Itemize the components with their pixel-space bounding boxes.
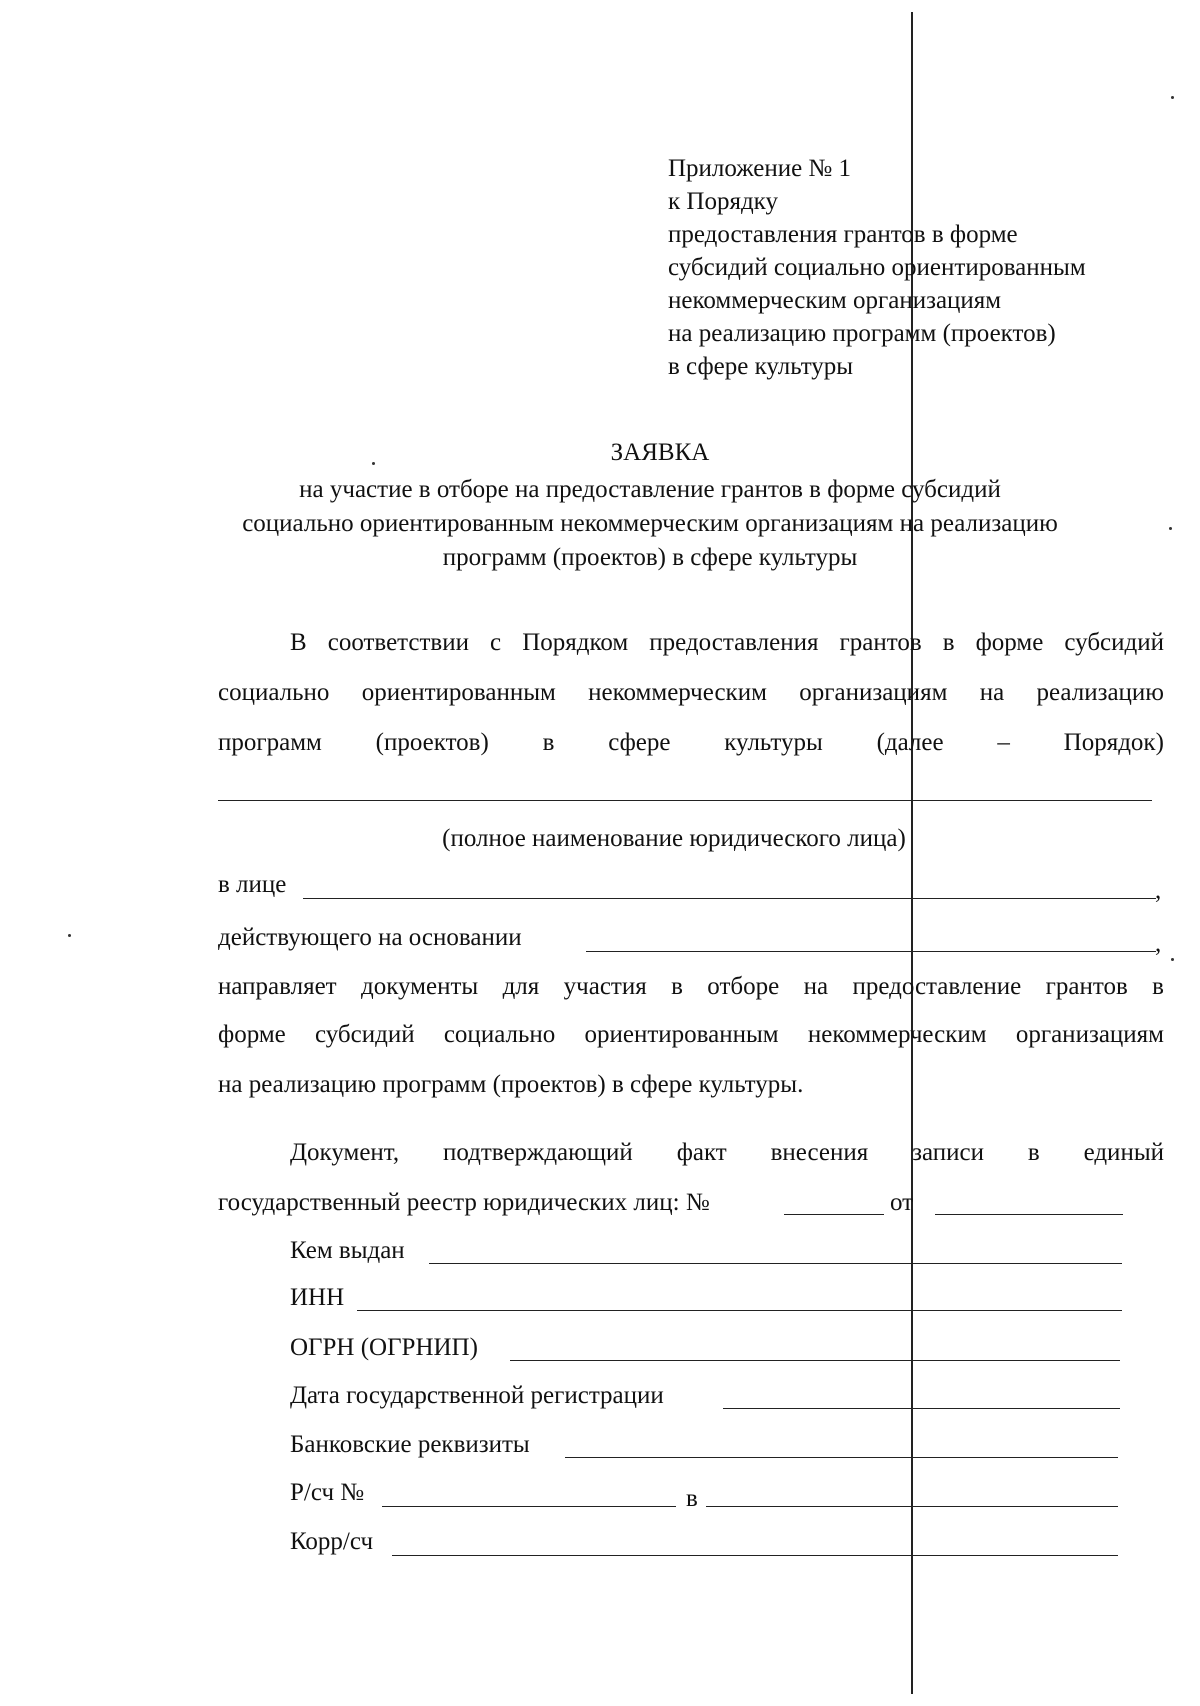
appendix-line: в сфере культуры [668, 353, 854, 380]
egrul-date-label: от [890, 1189, 914, 1216]
appendix-line: некоммерческим организациям [668, 287, 1002, 314]
appendix-line: Приложение № 1 [668, 155, 852, 182]
paragraph-2-line: форме субсидий социально ориентированным некоммерческим организациям [218, 1021, 1164, 1048]
word: в [542, 729, 555, 756]
acting-basis-field[interactable] [586, 951, 1156, 952]
paragraph-2-line: на реализацию программ (проектов) в сфере культуры. [218, 1071, 804, 1098]
scan-speck [1171, 96, 1174, 99]
corr-account-label: Корр/сч [290, 1528, 374, 1555]
org-name-blank-line[interactable] [218, 800, 1152, 801]
subtitle-line: программ (проектов) в сфере культуры [442, 544, 858, 571]
reg-date-label: Дата государственной регистрации [290, 1382, 664, 1409]
word: культуры [724, 729, 823, 756]
paragraph-2-line: направляет документы для участия в отборе на предоставление грантов в [218, 973, 1164, 1000]
issued-by-label: Кем выдан [290, 1237, 405, 1264]
issued-by-field[interactable] [429, 1263, 1122, 1264]
word: Порядок) [1063, 729, 1164, 756]
account-number-field[interactable] [382, 1506, 676, 1507]
word: (проектов) [375, 729, 489, 756]
ogrn-field[interactable] [510, 1360, 1120, 1361]
word: программ [218, 729, 322, 756]
egrul-number-field[interactable] [784, 1214, 884, 1215]
inn-field[interactable] [357, 1310, 1122, 1311]
bank-details-field[interactable] [565, 1457, 1118, 1458]
in-person-label: в лице [218, 871, 287, 898]
word: сфере [608, 729, 671, 756]
scan-speck [68, 934, 71, 937]
comma: , [1155, 930, 1162, 957]
document-title: ЗАЯВКА [610, 439, 710, 466]
paragraph-1-line [218, 728, 1164, 758]
appendix-line: предоставления грантов в форме [668, 221, 1018, 248]
in-person-field[interactable] [303, 898, 1156, 899]
paragraph-1-line: социально ориентированным некоммерческим организациям на реализацию [218, 679, 1164, 706]
scan-speck [1171, 958, 1174, 961]
word: (далее [876, 729, 944, 756]
account-in-label: в [686, 1485, 698, 1512]
document-subtitle [120, 473, 1180, 575]
acting-basis-label: действующего на основании [218, 924, 522, 951]
egrul-date-field[interactable] [935, 1214, 1123, 1215]
appendix-line: субсидий социально ориентированным [668, 254, 1086, 281]
appendix-line: к Порядку [668, 188, 778, 215]
ogrn-label: ОГРН (ОГРНИП) [290, 1334, 478, 1361]
appendix-line: на реализацию программ (проектов) [668, 320, 1056, 347]
account-label: Р/сч № [290, 1479, 365, 1506]
comma: , [1155, 877, 1162, 904]
subtitle-line: социально ориентированным некоммерческим организациям на реализацию [242, 510, 1058, 537]
inn-label: ИНН [290, 1284, 345, 1311]
bank-details-label: Банковские реквизиты [290, 1431, 530, 1458]
reg-date-field[interactable] [723, 1408, 1120, 1409]
appendix-header [668, 152, 1086, 383]
egrul-number-label: государственный реестр юридических лиц: № [218, 1189, 710, 1216]
org-name-caption: (полное наименование юридического лица) [442, 825, 906, 852]
corr-account-field[interactable] [392, 1555, 1118, 1556]
paragraph-3-line: Документ, подтверждающий факт внесения записи в единый [290, 1139, 1164, 1166]
word: – [997, 729, 1010, 756]
paragraph-1-line: В соответствии с Порядком предоставления грантов в форме субсидий [290, 629, 1164, 656]
account-bank-field[interactable] [706, 1506, 1118, 1507]
subtitle-line: на участие в отборе на предоставление грантов в форме субсидий [299, 476, 1001, 503]
